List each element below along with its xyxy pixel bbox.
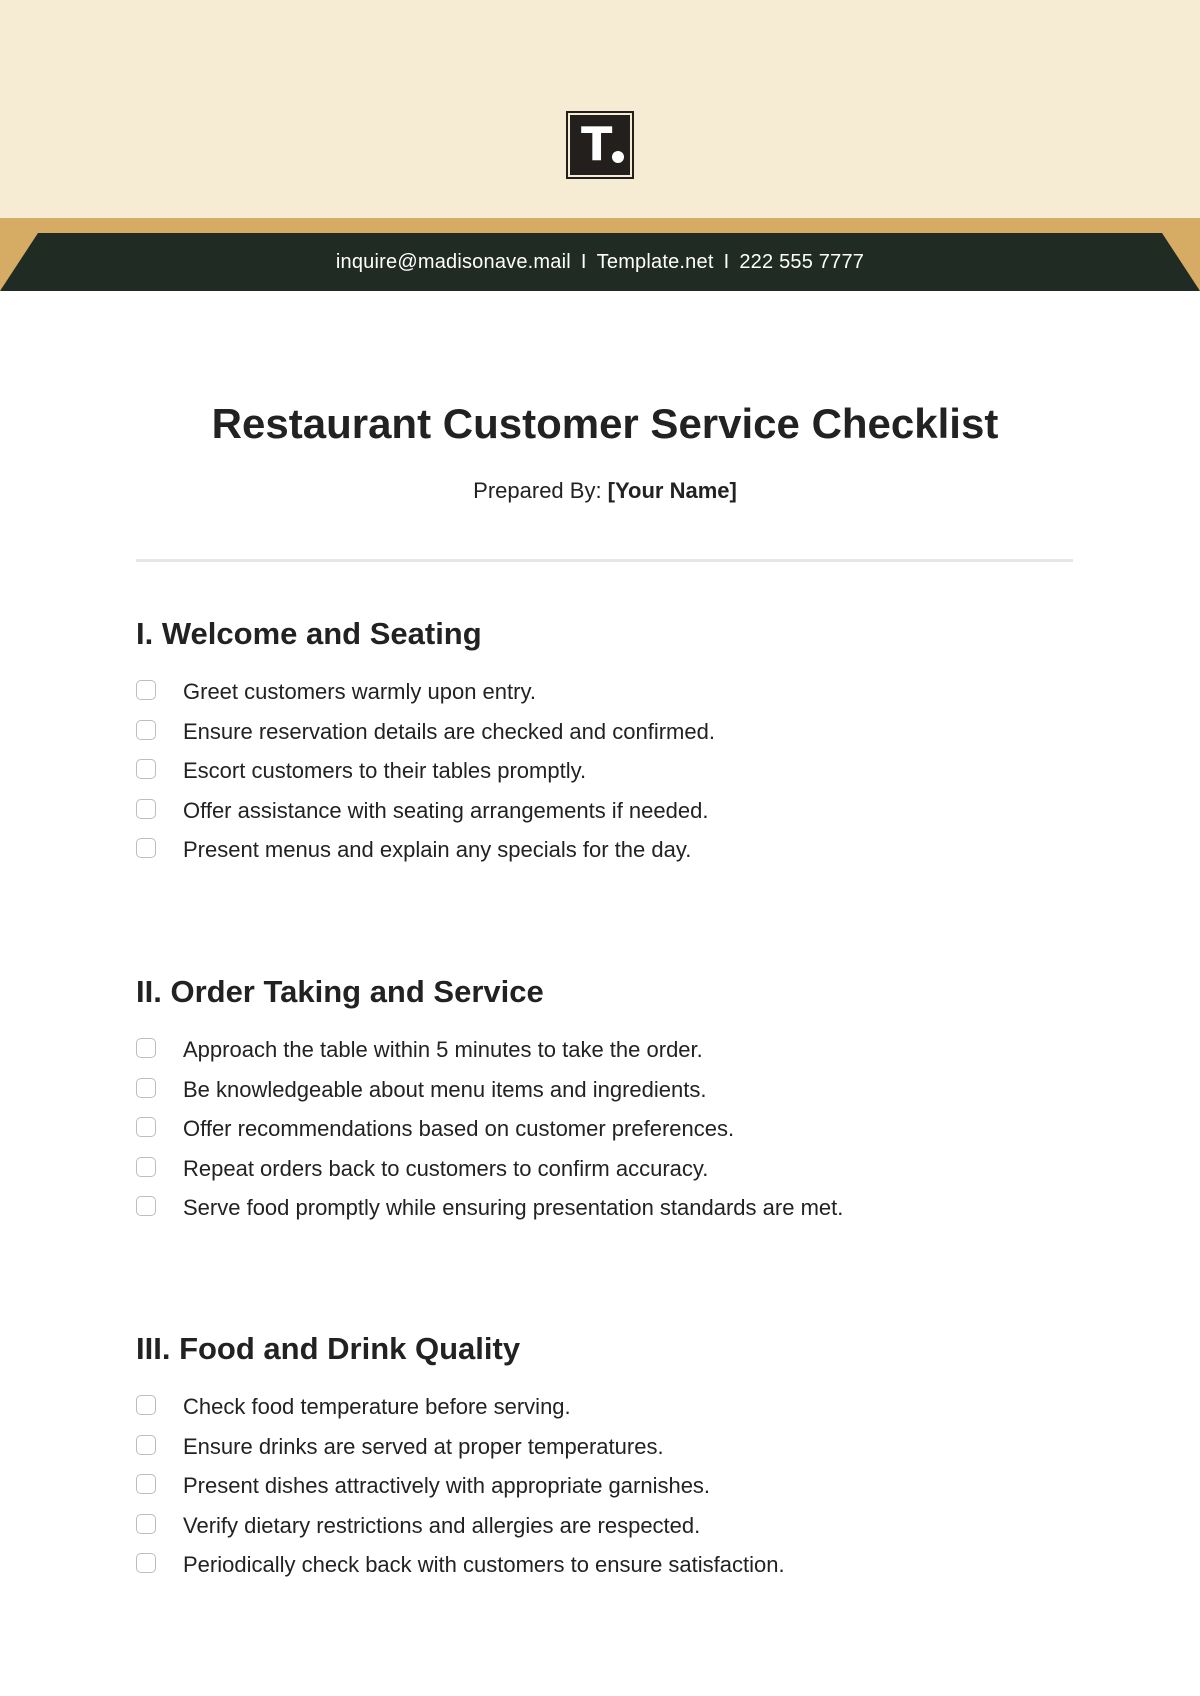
header-background: [0, 0, 1200, 218]
checklist-item-text: Repeat orders back to customers to confirm accuracy.: [183, 1155, 709, 1181]
title-divider: [136, 559, 1073, 562]
checklist-item-text: Be knowledgeable about menu items and ingredients.: [183, 1076, 707, 1102]
section-heading: II. Order Taking and Service: [136, 974, 544, 1009]
checklist: [136, 674, 715, 872]
section-heading: I. Welcome and Seating: [136, 616, 482, 651]
section-order-taking: [136, 970, 1076, 1220]
checkbox[interactable]: [136, 1435, 156, 1455]
section-heading: III. Food and Drink Quality: [136, 1331, 521, 1366]
checklist-item-text: Serve food promptly while ensuring presentation standards are met.: [183, 1195, 844, 1220]
checklist-item: [136, 1032, 843, 1072]
checkbox[interactable]: [136, 838, 156, 858]
checklist-item: [136, 832, 715, 872]
checklist: [136, 1389, 785, 1587]
section-welcome-seating: [136, 612, 1076, 862]
checklist-item: [136, 1151, 843, 1191]
checklist-item-text: Ensure reservation details are checked and confirmed.: [183, 718, 715, 744]
contact-email[interactable]: inquire@madisonave.mail: [335, 251, 571, 273]
checklist-item: [136, 1190, 843, 1230]
checklist-item: [136, 1508, 785, 1548]
checkbox[interactable]: [136, 1196, 156, 1216]
checklist-item: [136, 1547, 785, 1587]
checkbox[interactable]: [136, 1157, 156, 1177]
checkbox[interactable]: [136, 1078, 156, 1098]
section-food-drink-quality: [136, 1327, 1076, 1577]
checkbox[interactable]: [136, 759, 156, 779]
checklist-item-text: Escort customers to their tables promptly.: [183, 758, 587, 783]
checklist-item-text: Approach the table within 5 minutes to take the order.: [183, 1037, 703, 1062]
checklist-item-text: Offer assistance with seating arrangements if needed.: [183, 797, 709, 823]
checklist-item: [136, 674, 715, 714]
checklist-item: [136, 793, 715, 833]
logo: [566, 111, 634, 179]
checkbox[interactable]: [136, 1474, 156, 1494]
checklist: [136, 1032, 843, 1230]
checklist-item-text: Verify dietary restrictions and allergies are respected.: [183, 1512, 701, 1538]
checkbox[interactable]: [136, 1553, 156, 1573]
checkbox[interactable]: [136, 1117, 156, 1137]
checkbox[interactable]: [136, 1395, 156, 1415]
checklist-item-text: Check food temperature before serving.: [183, 1394, 571, 1419]
checklist-item-text: Greet customers warmly upon entry.: [183, 679, 536, 704]
contact-separator: I: [580, 251, 587, 273]
checklist-item: [136, 1072, 843, 1112]
checklist-item: [136, 1468, 785, 1508]
checklist-item: [136, 753, 715, 793]
checkbox[interactable]: [136, 799, 156, 819]
contact-website[interactable]: Template.net: [596, 251, 714, 273]
checklist-item-text: Present menus and explain any specials for the day.: [183, 837, 692, 862]
contact-phone: 222 555 7777: [739, 251, 865, 273]
checklist-item: [136, 1429, 785, 1469]
checklist-item-text: Present dishes attractively with appropriate garnishes.: [183, 1473, 711, 1498]
contact-separator: I: [723, 251, 730, 273]
checklist-item: [136, 714, 715, 754]
checkbox[interactable]: [136, 1038, 156, 1058]
prepared-by-value: [Your Name]: [607, 478, 737, 503]
checkbox[interactable]: [136, 680, 156, 700]
logo-dot-icon: [612, 151, 624, 163]
prepared-by-label: Prepared By:: [473, 478, 608, 503]
checklist-item-text: Periodically check back with customers to ensure satisfaction.: [183, 1552, 785, 1577]
checkbox[interactable]: [136, 1514, 156, 1534]
contact-bar: [0, 233, 1200, 291]
prepared-by: [0, 478, 1200, 504]
checklist-item: [136, 1389, 785, 1429]
checklist-item: [136, 1111, 843, 1151]
checklist-item-text: Offer recommendations based on customer preferences.: [183, 1116, 735, 1141]
page-title: Restaurant Customer Service Checklist: [211, 400, 999, 447]
checklist-item-text: Ensure drinks are served at proper temperatures.: [183, 1433, 664, 1459]
logo-letter: T: [581, 117, 613, 171]
checkbox[interactable]: [136, 720, 156, 740]
